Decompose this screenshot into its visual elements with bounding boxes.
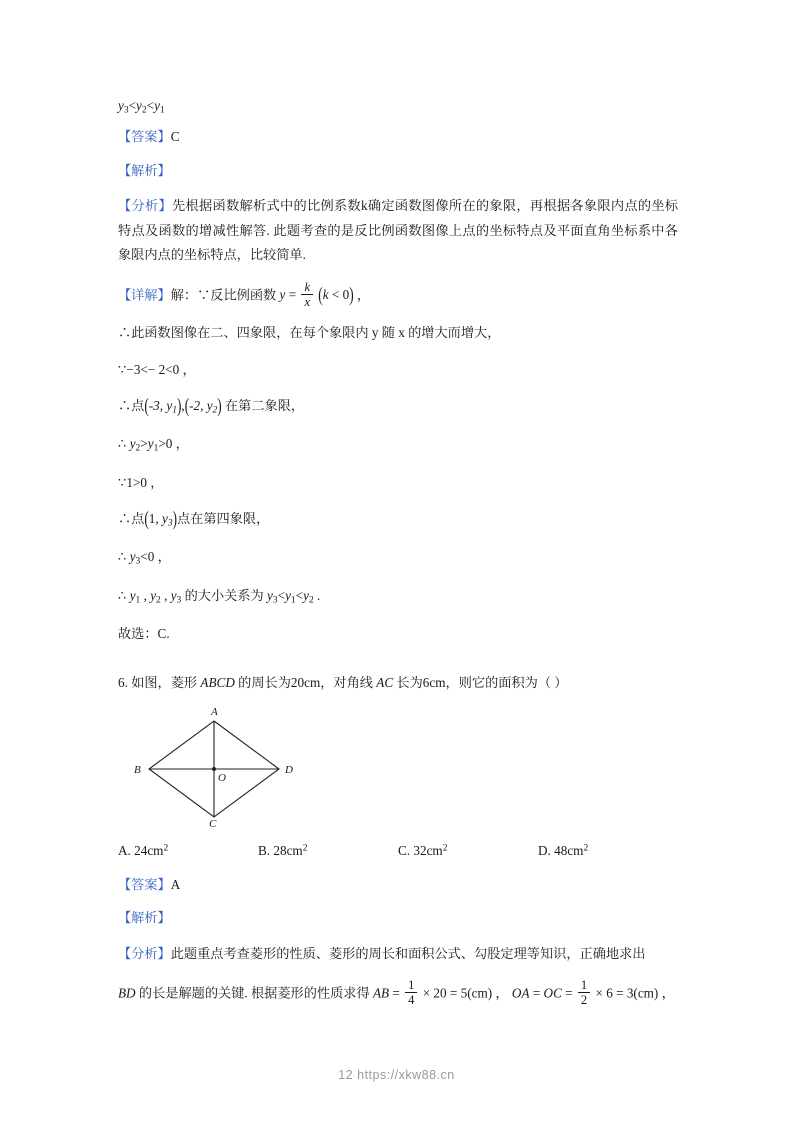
option-b[interactable] xyxy=(258,843,398,859)
option-a-exp: 2 xyxy=(163,842,169,853)
answer-label: 【答案】 xyxy=(118,129,171,145)
step7-prefix: ∴点 xyxy=(118,511,145,527)
fenxi-text-q6: 此题重点考查菱形的性质、菱形的周长和面积公式、勾股定理等知识，正确地求出 xyxy=(170,945,646,961)
xiangjie-label: 【详解】 xyxy=(118,287,171,303)
detail-step-2: ∴此函数图像在二、四象限，在每个象限内 y 随 x 的增大而增大， xyxy=(118,325,501,341)
fenxi-label: 【分析】 xyxy=(118,198,172,214)
detail-step-9: ∴ $y_1$ , $y_2$ , $y_3$ 的大小关系为 $y_3<y_1<y_2$ . xyxy=(118,587,321,606)
document-content xyxy=(118,96,678,1020)
detail-step-5: ∴ $y_2>y_1>0$ ， xyxy=(118,436,189,455)
option-b-value: 28cm xyxy=(273,842,303,858)
fenxi-text: 先根据函数解析式中的比例系数k确定函数图像所在的象限，再根据各象限内点的坐标特点及函数的增减性解答. 此题考查的是反比例函数图像上点的坐标特点及平面直角坐标系中各象限内点的坐标特点，比较简单. xyxy=(118,198,679,263)
analysis-formula-line-q6: BD 的长是解题的关键. 根据菱形的性质求得 AB = $\frac{1}{4}$ × 20 = 5(cm) ， OA = OC = $\frac{1}{2}$ × 6 = 3(cm) ， xyxy=(118,977,675,1008)
option-d-value: 48cm xyxy=(554,842,584,858)
detail-step-8: ∴ $y_3<0$ ， xyxy=(118,549,171,567)
question-6-number: 6. xyxy=(118,675,128,691)
option-b-exp: 2 xyxy=(302,842,308,853)
option-d-key: D. xyxy=(538,842,551,858)
rhombus-figure xyxy=(124,701,304,827)
step4-suffix: 在第二象限， xyxy=(225,398,305,414)
answer-line-q6 xyxy=(118,875,678,895)
option-c-value: 32cm xyxy=(413,842,443,858)
footer-page-number: 12 xyxy=(338,1068,354,1082)
svg-text:C: C xyxy=(209,817,217,827)
detail-step-7 xyxy=(118,507,678,533)
answer-value-q6: A xyxy=(170,876,181,892)
segment-bd-label: BD xyxy=(118,985,136,1001)
answer-line-q5 xyxy=(118,127,678,147)
option-c[interactable] xyxy=(398,843,538,859)
answer-value: C xyxy=(170,129,180,145)
question-6-text: 6. 如图，菱形 ABCD 的周长为20cm，对角线 AC 长为6cm，则它的面积为（ ） xyxy=(118,675,568,691)
compare-expression-line: $y_3<y_2<y_1$ xyxy=(118,98,165,116)
question-6-figure-wrap xyxy=(118,701,678,833)
option-d-exp: 2 xyxy=(583,842,589,853)
formula-inverse-function: y = $\frac{k}{x}$ (k < 0) xyxy=(279,279,354,309)
svg-text:D: D xyxy=(285,763,293,776)
detail-step-4 xyxy=(118,394,678,420)
option-d[interactable] xyxy=(538,843,678,859)
analysis-paragraph-q6 xyxy=(118,942,678,966)
footer-site: https://xkw88.cn xyxy=(357,1068,455,1082)
answer-label-q6: 【答案】 xyxy=(118,876,171,892)
option-a-value: 24cm xyxy=(134,842,164,858)
option-c-exp: 2 xyxy=(442,842,448,853)
points-second-quadrant: (-3, $y_1),(-2$, $y_2$) xyxy=(144,394,222,417)
formula-tail: ， xyxy=(356,287,371,303)
svg-text:B: B xyxy=(134,763,141,776)
page-footer xyxy=(0,1068,793,1082)
last-line-text: 的长是解题的关键. 根据菱形的性质求得 xyxy=(135,985,373,1001)
fenxi-label-q6: 【分析】 xyxy=(118,945,171,961)
detail-step-1 xyxy=(118,280,678,310)
detail-step-3: ∵−3<− 2<0 ， xyxy=(118,361,196,377)
detail-conclusion: 故选：C. xyxy=(118,625,170,641)
option-a[interactable] xyxy=(118,843,258,859)
option-a-key: A. xyxy=(118,842,131,858)
step7-suffix: 点在第四象限， xyxy=(176,511,270,527)
xiangjie-lead: 解：∵反比例函数 xyxy=(170,287,277,303)
analysis-label-q5: 【解析】 xyxy=(118,162,171,178)
point-fourth-quadrant: (1, $y_3$) xyxy=(144,506,177,530)
option-c-key: C. xyxy=(398,842,411,858)
detail-step-6: ∵1>0 ， xyxy=(118,474,164,490)
svg-text:A: A xyxy=(211,705,218,718)
step4-prefix: ∴点 xyxy=(118,398,145,414)
analysis-label-q6: 【解析】 xyxy=(118,910,171,926)
analysis-paragraph-q5 xyxy=(118,194,678,267)
option-b-key: B. xyxy=(258,842,271,858)
question-6-options xyxy=(118,843,678,859)
svg-text:O: O xyxy=(218,771,226,784)
